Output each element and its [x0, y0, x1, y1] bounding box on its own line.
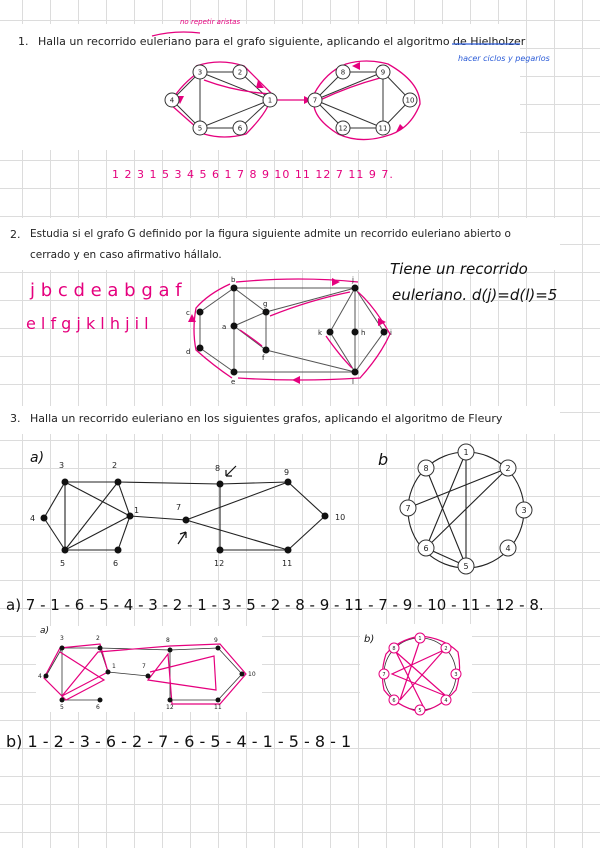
q3b-label-7: 7: [405, 504, 411, 513]
q1-note-right: hacer ciclos y pegarlos: [458, 54, 550, 63]
q1-answer: 1 2 3 1 5 3 4 5 6 1 7 8 9 10 11 12 7 11 9 7.: [112, 168, 394, 181]
q2-label-i: i: [390, 329, 392, 337]
q2-label-g: g: [263, 300, 268, 308]
q2-number: 2.: [10, 228, 21, 241]
q3-mini-a-label-6: 6: [96, 704, 100, 711]
q3-mini-b-label-5: 5: [418, 708, 422, 714]
q3-mini-a-label-1: 1: [112, 663, 116, 670]
q3b-label-1: 1: [463, 448, 469, 457]
q1-label-12: 12: [338, 124, 348, 133]
q3a-label-12: 12: [214, 559, 225, 568]
q3-statement: Halla un recorrido euleriano en los siguientes grafos, aplicando el algoritmo de Fleury: [30, 412, 503, 425]
q3a-label-9: 9: [284, 468, 290, 477]
q1-label-8: 8: [340, 68, 346, 77]
q3-mini-b-label-4: 4: [444, 698, 448, 704]
q3b-label-4: 4: [505, 544, 511, 553]
q2-hand-line1: j b c d e a b g a f: [30, 280, 182, 301]
q1-label-5: 5: [197, 124, 203, 133]
q3-number: 3.: [10, 412, 21, 425]
q2-label-c: c: [186, 309, 190, 317]
q1-label-2: 2: [237, 68, 243, 77]
q3a-label-5: 5: [60, 559, 66, 568]
q2-note-line1: Tiene un recorrido: [390, 260, 528, 278]
q3-mini-b-label-6: 6: [392, 698, 396, 704]
q3-mini-a-label-3: 3: [60, 635, 64, 642]
q2-label-k: k: [318, 329, 323, 337]
q2-label-j: j: [352, 276, 354, 284]
q1-label-10: 10: [405, 96, 415, 105]
q2-label-b: b: [231, 276, 236, 284]
q3a-label-1: 1: [134, 506, 140, 515]
q3-mini-b-label: b): [364, 634, 375, 645]
q3a-label-2: 2: [112, 461, 118, 470]
q3b-label-3: 3: [521, 506, 527, 515]
q3-mini-a-label-8: 8: [166, 637, 170, 644]
q1-label-7: 7: [312, 96, 318, 105]
q3a-label-3: 3: [59, 461, 65, 470]
q1-label-9: 9: [380, 68, 386, 77]
q2-statement-line1: Estudia si el grafo G definido por la figura siguiente admite un recorrido euleriano abierto o: [30, 228, 511, 240]
q3b-label-5: 5: [463, 562, 469, 571]
q3a-label-10: 10: [335, 513, 346, 522]
q3a-label-6: 6: [113, 559, 119, 568]
q3-mini-b-label-8: 8: [392, 646, 396, 652]
q1-label-1: 1: [267, 96, 273, 105]
q2-statement-line2: cerrado y en caso afirmativo hállalo.: [30, 249, 222, 261]
q1-note-top: no repetir aristas: [180, 18, 241, 26]
q3-answer-a: a) 7 - 1 - 6 - 5 - 4 - 3 - 2 - 1 - 3 - 5 - 2 - 8 - 9 - 11 - 7 - 9 - 10 - 11 - 12 - 8.: [6, 596, 544, 614]
q2-hand-line2: e l f g j k l h j i l: [26, 314, 149, 333]
q3b-label-2: 2: [505, 464, 511, 473]
q3-mini-a-label-12: 12: [166, 704, 174, 711]
q3-mini-b-label-3: 3: [454, 672, 458, 678]
q3-mini-a-label-11: 11: [214, 704, 222, 711]
q3-mini-a-label: a): [40, 626, 50, 636]
q1-label-3: 3: [197, 68, 203, 77]
q3-part-b-label: b: [378, 450, 389, 469]
q3-mini-b-label-7: 7: [382, 672, 386, 678]
q3-mini-a-label-7: 7: [142, 663, 146, 670]
q2-note-line2: euleriano. d(j)=d(l)=5: [392, 286, 558, 304]
q1-statement: Halla un recorrido euleriano para el grafo siguiente, aplicando el algoritmo de Hielholzer: [38, 35, 526, 48]
q3-answer-b: b) 1 - 2 - 3 - 6 - 2 - 7 - 6 - 5 - 4 - 1 - 5 - 8 - 1: [6, 732, 352, 751]
q2-label-d: d: [186, 348, 191, 356]
q3-mini-a-label-9: 9: [214, 637, 218, 644]
q3-mini-a-label-5: 5: [60, 704, 64, 711]
q3a-label-4: 4: [30, 514, 36, 523]
q3a-label-11: 11: [282, 559, 293, 568]
q2-label-a: a: [222, 323, 227, 331]
q2-label-l: l: [352, 378, 354, 386]
q3b-label-8: 8: [423, 464, 429, 473]
q3-mini-a-label-10: 10: [248, 671, 256, 678]
q2-label-e: e: [231, 378, 236, 386]
q3-mini-a-label-4: 4: [38, 673, 42, 680]
q3a-label-7: 7: [176, 503, 182, 512]
q2-label-h: h: [361, 329, 366, 337]
q3-mini-b-label-1: 1: [418, 636, 422, 642]
q3-mini-b-label-2: 2: [444, 646, 448, 652]
q1-label-4: 4: [169, 96, 175, 105]
q1-label-6: 6: [237, 124, 243, 133]
q3b-label-6: 6: [423, 544, 429, 553]
q2-label-f: f: [262, 354, 265, 362]
q1-label-11: 11: [378, 124, 388, 133]
q3-part-a-label: a): [30, 450, 45, 466]
q3-mini-a-label-2: 2: [96, 635, 100, 642]
q3a-label-8: 8: [215, 464, 221, 473]
q1-number: 1.: [18, 35, 29, 48]
